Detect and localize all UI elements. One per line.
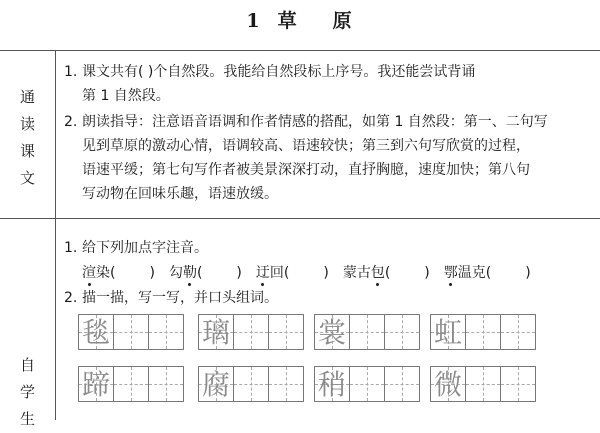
read-item-1 bbox=[64, 60, 594, 108]
trace-cell bbox=[198, 366, 234, 402]
trace-cell bbox=[198, 314, 234, 350]
label-column-divider bbox=[55, 50, 56, 420]
trace-character: 蹄 bbox=[81, 368, 110, 401]
pinyin-char: 克 bbox=[471, 265, 486, 281]
lesson-number: 1 bbox=[246, 10, 262, 32]
title-word-1: 草 bbox=[277, 10, 299, 32]
item-number: 2. bbox=[64, 114, 78, 130]
char-grid-group bbox=[198, 314, 304, 350]
pinyin-char: 古 bbox=[356, 265, 371, 281]
section-label-char: 读 bbox=[19, 115, 35, 133]
item-line: 朗读指导：注意语音语调和作者情感的搭配，如第 1 自然段：第一、二句写 bbox=[82, 114, 548, 130]
divider-middle bbox=[0, 218, 600, 219]
pinyin-char: 回 bbox=[269, 265, 284, 281]
write-cell[interactable] bbox=[500, 314, 536, 350]
pinyin-char: 渲 bbox=[82, 265, 96, 281]
trace-cell bbox=[78, 314, 114, 350]
write-cell[interactable] bbox=[268, 314, 304, 350]
item-line: 语速平缓；第七句写作者被美景深深打动，直抒胸臆，速度加快；第八句 bbox=[82, 162, 530, 178]
section-label-char: 文 bbox=[19, 169, 35, 187]
trace-cell bbox=[314, 314, 350, 350]
char-grid-group bbox=[78, 366, 184, 402]
item-number: 2. bbox=[64, 290, 78, 306]
pinyin-item: 勾勒( ) bbox=[168, 265, 242, 281]
read-item-2 bbox=[64, 110, 594, 206]
write-cell[interactable] bbox=[349, 314, 385, 350]
item-line: 给下列加点字注音。 bbox=[82, 240, 208, 256]
trace-character: 虹 bbox=[433, 316, 462, 349]
section-label-char: 学 bbox=[19, 383, 35, 401]
pinyin-char: 温 bbox=[457, 265, 472, 281]
pinyin-char: 包 bbox=[370, 265, 385, 281]
trace-cell bbox=[430, 314, 466, 350]
char-grid-group bbox=[314, 314, 420, 350]
trace-character: 璃 bbox=[201, 316, 230, 349]
trace-character: 腐 bbox=[201, 368, 230, 401]
page-title bbox=[0, 6, 600, 33]
char-grid-group bbox=[314, 366, 420, 402]
char-grid-group bbox=[430, 314, 536, 350]
pinyin-item: 渲染( ) bbox=[82, 265, 155, 281]
item-line: 第 1 自然段。 bbox=[82, 88, 170, 104]
pinyin-char: 染 bbox=[96, 265, 110, 281]
trace-cell bbox=[78, 366, 114, 402]
item-line: 课文共有( )个自然段。我能给自然段标上序号。我还能尝试背诵 bbox=[82, 64, 476, 80]
char-grid-group bbox=[78, 314, 184, 350]
item-number: 1. bbox=[64, 64, 78, 80]
item-number: 1. bbox=[64, 240, 78, 256]
write-cell[interactable] bbox=[384, 366, 420, 402]
item-line: 描一描，写一写，并口头组词。 bbox=[82, 290, 278, 306]
write-cell[interactable] bbox=[233, 366, 269, 402]
section-label-char: 通 bbox=[19, 88, 35, 106]
pinyin-item: 鄂温克( ) bbox=[443, 265, 531, 281]
trace-character: 微 bbox=[433, 368, 462, 401]
write-cell[interactable] bbox=[384, 314, 420, 350]
write-cell[interactable] bbox=[465, 314, 501, 350]
write-cell[interactable] bbox=[113, 366, 149, 402]
pinyin-char: 蒙 bbox=[342, 265, 357, 281]
trace-character: 稍 bbox=[317, 368, 346, 401]
write-cell[interactable] bbox=[500, 366, 536, 402]
section-label-self-study bbox=[0, 352, 55, 433]
pinyin-char: 迂 bbox=[255, 265, 270, 281]
self-study-item-2 bbox=[64, 286, 594, 310]
trace-cell bbox=[314, 366, 350, 402]
pinyin-char: 鄂 bbox=[443, 265, 458, 281]
section-label-char: 生 bbox=[19, 410, 35, 428]
char-grid-group bbox=[198, 366, 304, 402]
pinyin-item: 蒙古包( ) bbox=[342, 265, 430, 281]
pinyin-exercise bbox=[82, 262, 545, 282]
item-line: 见到草原的激动心情，语调较高、语速较快；第三到六句写欣赏的过程， bbox=[82, 138, 530, 154]
divider-top bbox=[0, 50, 600, 51]
pinyin-char: 勾 bbox=[168, 265, 183, 281]
self-study-item-1 bbox=[64, 236, 594, 260]
title-word-2: 原 bbox=[332, 10, 354, 32]
section-label-read bbox=[0, 84, 55, 192]
item-line: 写动物在回味乐趣，语速放缓。 bbox=[82, 186, 278, 202]
write-cell[interactable] bbox=[349, 366, 385, 402]
write-cell[interactable] bbox=[113, 314, 149, 350]
trace-character: 裳 bbox=[317, 316, 346, 349]
trace-cell bbox=[430, 366, 466, 402]
pinyin-item: 迂回( ) bbox=[255, 265, 329, 281]
pinyin-char: 勒 bbox=[182, 265, 197, 281]
section-label-char: 自 bbox=[19, 356, 35, 374]
write-cell[interactable] bbox=[148, 366, 184, 402]
section-label-char: 课 bbox=[19, 142, 35, 160]
trace-character: 毯 bbox=[81, 316, 110, 349]
char-grid-group bbox=[430, 366, 536, 402]
write-cell[interactable] bbox=[148, 314, 184, 350]
write-cell[interactable] bbox=[268, 366, 304, 402]
write-cell[interactable] bbox=[465, 366, 501, 402]
write-cell[interactable] bbox=[233, 314, 269, 350]
